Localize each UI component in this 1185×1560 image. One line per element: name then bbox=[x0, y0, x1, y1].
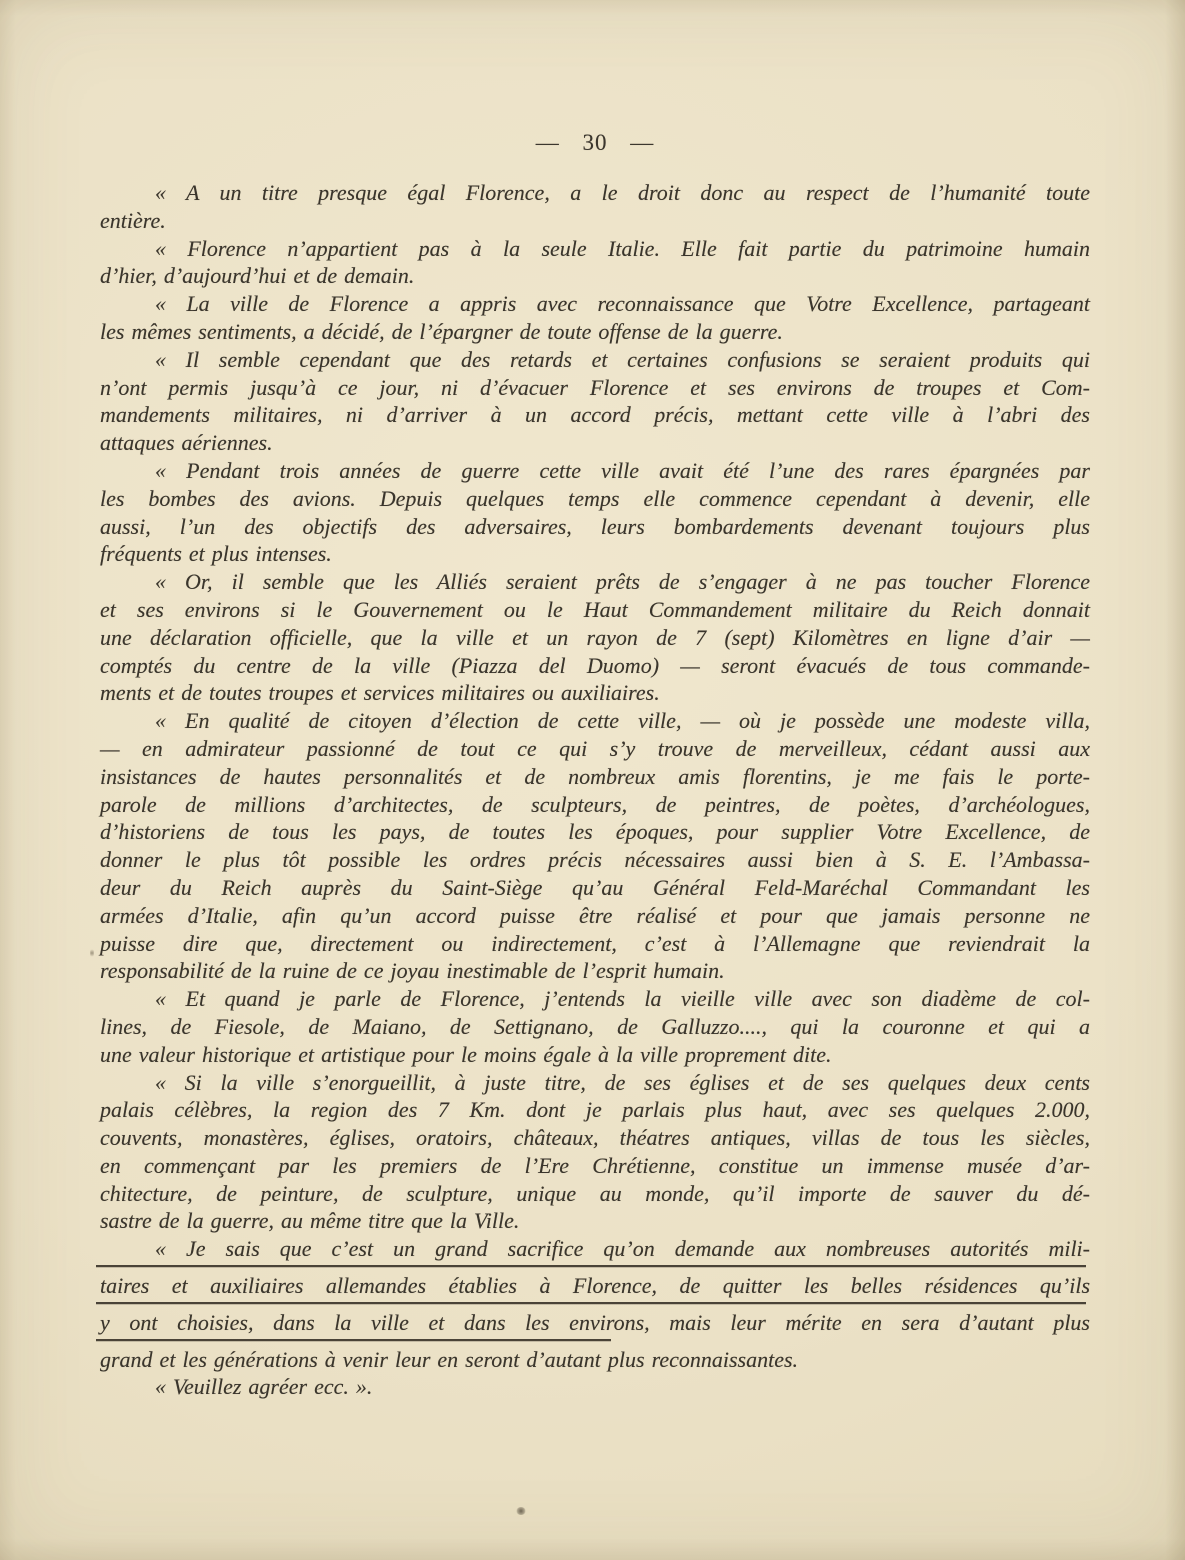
paragraph bbox=[100, 1235, 1090, 1373]
text-line: lines, de Fiesole, de Maiano, de Settignano, de Galluzzo...., qui la couronne et qui a bbox=[100, 1013, 1090, 1039]
text-line: responsabilité de la ruine de ce joyau inestimable de l’esprit humain. bbox=[100, 958, 725, 984]
text-line: « Je sais que c’est un grand sacrifice qu’on demande aux nombreuses autorités mili- bbox=[100, 1235, 1090, 1263]
underline-rule bbox=[96, 1302, 1086, 1304]
text-line: les mêmes sentiments, a décidé, de l’épargner de toute offense de la guerre. bbox=[100, 318, 783, 344]
text-line: donner le plus tôt possible les ordres précis nécessaires aussi bien à S. E. l’Ambassa- bbox=[100, 847, 1090, 873]
text-line: chitecture, de peinture, de sculpture, unique au monde, qu’il importe de sauver du dé- bbox=[100, 1180, 1090, 1206]
text-line: insistances de hautes personnalités et de nombreux amis florentins, je me fais le porte- bbox=[100, 763, 1090, 789]
text-line: « A un titre presque égal Florence, a le droit donc au respect de l’humanité toute bbox=[155, 180, 1090, 205]
paragraph bbox=[100, 457, 1090, 568]
paragraph bbox=[100, 235, 1090, 291]
text-line: fréquents et plus intenses. bbox=[100, 541, 332, 567]
text-line: et ses environs si le Gouvernement ou le Haut Commandement militaire du Reich donnait bbox=[100, 596, 1090, 622]
text-line: « Pendant trois années de guerre cette ville avait été l’une des rares épargnées par bbox=[155, 457, 1090, 483]
text-line: n’ont permis jusqu’à ce jour, ni d’évacuer Florence et ses environs de troupes et Com- bbox=[100, 374, 1090, 400]
text-line: « En qualité de citoyen d’élection de cette ville, — où je possède une modeste villa, bbox=[155, 708, 1090, 734]
text-line: deur du Reich auprès du Saint-Siège qu’au Général Feld-Maréchal Commandant les bbox=[100, 874, 1090, 900]
page-number: — 30 — bbox=[535, 130, 655, 155]
text-line: « La ville de Florence a appris avec reconnaissance que Votre Excellence, partageant bbox=[155, 291, 1090, 317]
text-line: attaques aériennes. bbox=[100, 430, 273, 456]
text-line: aussi, l’un des objectifs des adversaires, leurs bombardements devenant toujours plus bbox=[100, 513, 1090, 539]
text-line: sastre de la guerre, au même titre que la Ville. bbox=[100, 1208, 520, 1234]
page-header bbox=[100, 129, 1090, 157]
text-line: une valeur historique et artistique pour le moins égale à la ville proprement dite. bbox=[100, 1041, 832, 1067]
text-line: « Et quand je parle de Florence, j’entends la vieille ville avec son diadème de col- bbox=[155, 986, 1090, 1012]
text-line: puisse dire que, directement ou indirectement, c’est à l’Allemagne que reviendrait la bbox=[100, 930, 1090, 956]
text-block bbox=[100, 179, 1090, 1401]
text-line: grand et les générations à venir leur en seront d’autant plus reconnaissantes. bbox=[100, 1346, 799, 1372]
text-line: parole de millions d’architectes, de sculpteurs, de peintres, de poètes, d’archéologues, bbox=[100, 791, 1090, 817]
text-line: couvents, monastères, églises, oratoirs, châteaux, théatres antiques, villas de tous les siècles, bbox=[100, 1125, 1090, 1151]
text-line: y ont choisies, dans la ville et dans les environs, mais leur mérite en sera d’autant plus bbox=[100, 1309, 1090, 1337]
underline-rule bbox=[96, 1339, 611, 1341]
text-line: armées d’Italie, afin qu’un accord puisse être réalisé et pour que jamais personne ne bbox=[100, 902, 1090, 928]
underline-rule bbox=[96, 1265, 1086, 1267]
paragraph bbox=[100, 1069, 1090, 1236]
text-line: mandements militaires, ni d’arriver à un accord précis, mettant cette ville à l’abri des bbox=[100, 402, 1090, 428]
paragraph bbox=[100, 1373, 1090, 1401]
paragraph bbox=[100, 568, 1090, 707]
paragraph bbox=[100, 985, 1090, 1068]
paragraph bbox=[100, 290, 1090, 346]
text-line: « Or, il semble que les Alliés seraient prêts de s’engager à ne pas toucher Florence bbox=[155, 569, 1090, 595]
paragraph bbox=[100, 346, 1090, 457]
text-line: taires et auxiliaires allemandes établies à Florence, de quitter les belles résidences qu’ils bbox=[100, 1272, 1090, 1300]
text-line: d’hier, d’aujourd’hui et de demain. bbox=[100, 263, 415, 289]
page-edge-speck bbox=[90, 948, 94, 958]
text-line: « Veuillez agréer ecc. ». bbox=[155, 1374, 373, 1400]
text-line: une déclaration officielle, que la ville et un rayon de 7 (sept) Kilomètres en ligne d’air — bbox=[100, 624, 1090, 650]
ink-speck bbox=[516, 1507, 526, 1515]
text-line: « Florence n’appartient pas à la seule Italie. Elle fait partie du patrimoine humain bbox=[155, 235, 1090, 261]
text-line: ments et de toutes troupes et services militaires ou auxiliaires. bbox=[100, 680, 660, 706]
text-line: « Il semble cependant que des retards et certaines confusions se seraient produits qui bbox=[155, 346, 1090, 372]
paragraph bbox=[100, 707, 1090, 985]
paragraph bbox=[100, 179, 1090, 235]
text-line: entière. bbox=[100, 207, 166, 233]
text-line: les bombes des avions. Depuis quelques temps elle commence cependant à devenir, elle bbox=[100, 485, 1090, 511]
text-line: comptés du centre de la ville (Piazza del Duomo) — seront évacués de tous commande- bbox=[100, 652, 1090, 678]
text-line: en commençant par les premiers de l’Ere Chrétienne, constitue un immense musée d’ar- bbox=[100, 1152, 1090, 1178]
text-line: d’historiens de tous les pays, de toutes les époques, pour supplier Votre Excellence, de bbox=[100, 819, 1090, 845]
text-line: « Si la ville s’enorgueillit, à juste titre, de ses églises et de ses quelques deux cents bbox=[155, 1069, 1090, 1095]
text-line: — en admirateur passionné de tout ce qui s’y trouve de merveilleux, cédant aussi aux bbox=[100, 735, 1090, 761]
text-line: palais célèbres, la region des 7 Km. dont je parlais plus haut, avec ses quelques 2.000, bbox=[100, 1097, 1090, 1123]
